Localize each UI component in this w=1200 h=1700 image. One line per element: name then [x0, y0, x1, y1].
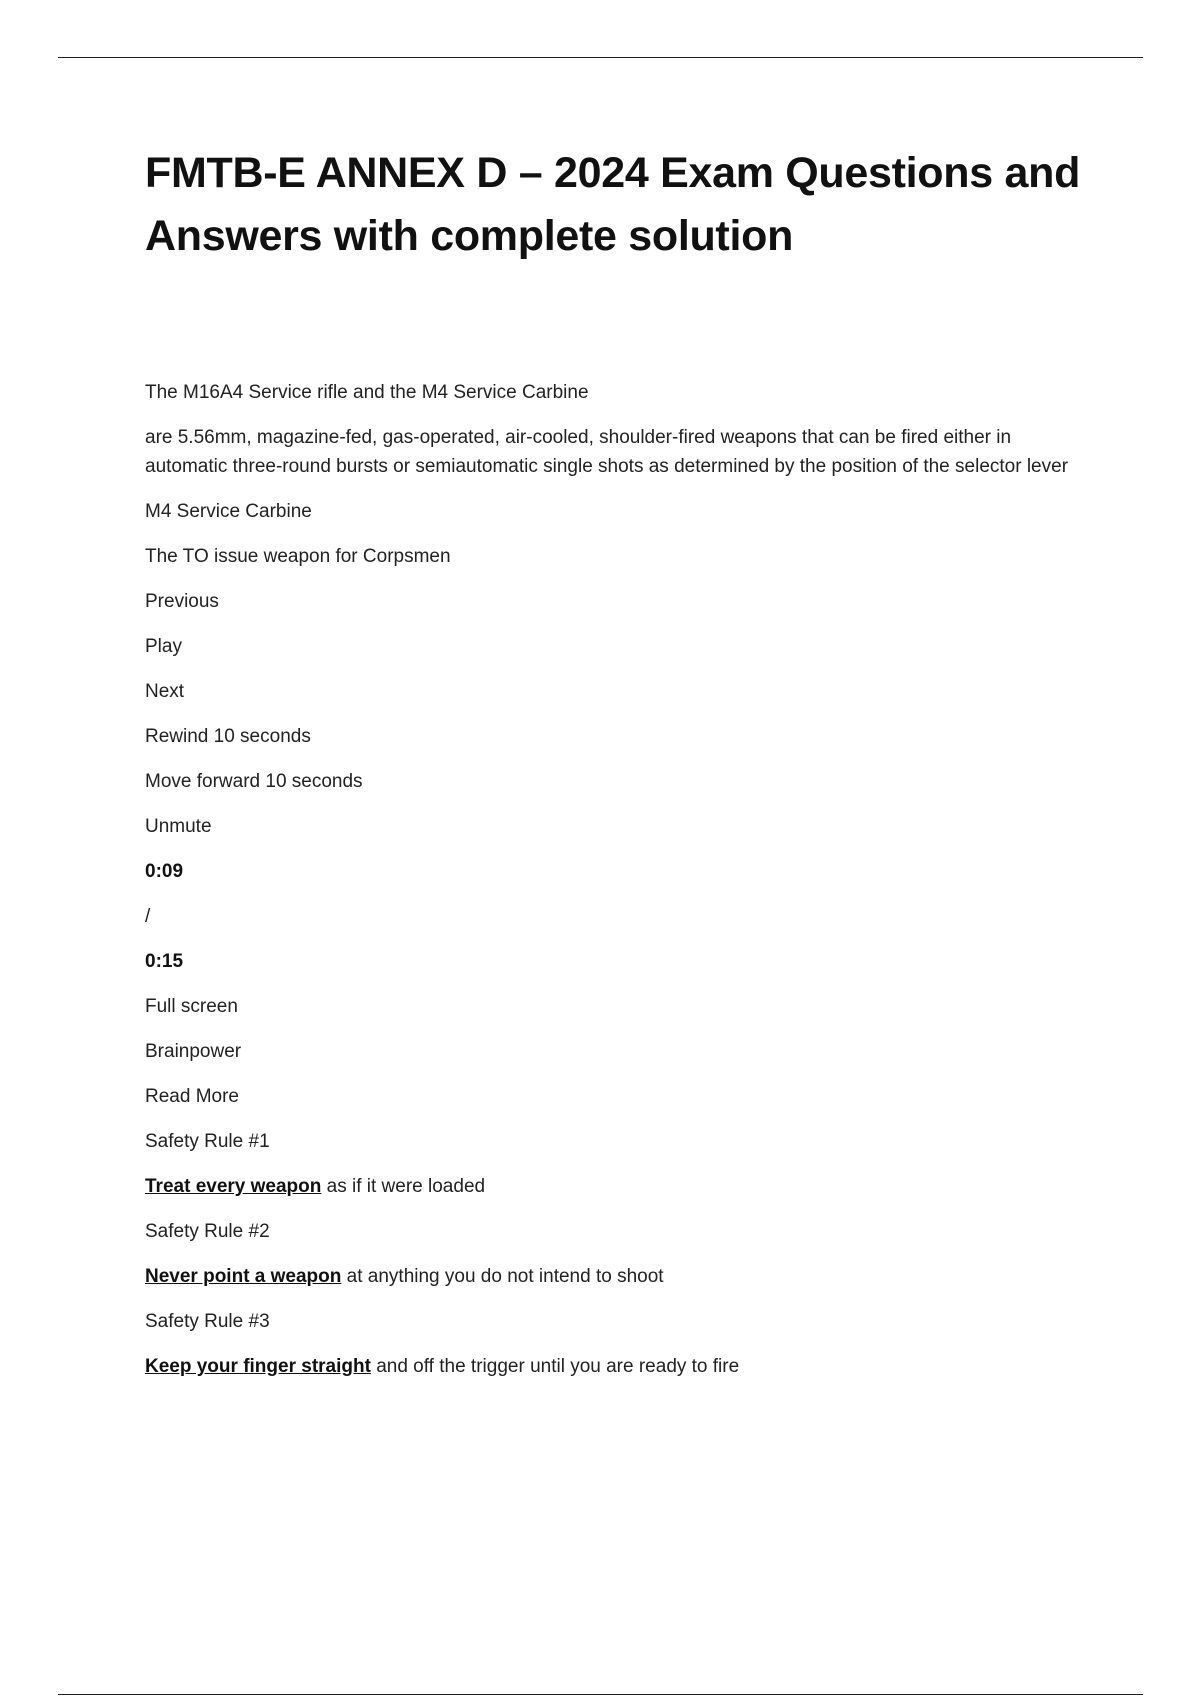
- player-rewind-label: Rewind 10 seconds: [145, 726, 311, 747]
- safety-rule-heading: Safety Rule #2: [145, 1221, 270, 1242]
- question-text: The M16A4 Service rifle and the M4 Service Carbine: [145, 382, 589, 403]
- safety-rule-text: [145, 1352, 1085, 1381]
- player-fullscreen-label: Full screen: [145, 996, 238, 1017]
- document-title: FMTB-E ANNEX D – 2024 Exam Questions and Answers with complete solution: [145, 149, 1081, 260]
- safety-rule-heading: Safety Rule #1: [145, 1131, 270, 1152]
- player-unmute-label: Unmute: [145, 816, 212, 837]
- player-time-separator: /: [145, 906, 151, 927]
- safety-rule-emphasis: Keep your finger straight: [145, 1356, 371, 1377]
- document-body: [145, 378, 1085, 1381]
- safety-rule-rest: at anything you do not intend to shoot: [341, 1266, 664, 1287]
- answer-text: are 5.56mm, magazine-fed, gas-operated, air-cooled, shoulder-fired weapons that can be fired either in automatic three-round bursts or semiautomatic single shots as determined by the position of the selector lever: [145, 427, 1069, 477]
- player-next-label: Next: [145, 681, 185, 702]
- player-duration: 0:15: [145, 951, 184, 972]
- player-forward-label: Move forward 10 seconds: [145, 771, 363, 792]
- safety-rule-text: [145, 1172, 1085, 1201]
- read-more-label: Read More: [145, 1086, 239, 1107]
- footer-rule: [58, 1694, 1143, 1695]
- safety-rule-heading: Safety Rule #3: [145, 1311, 270, 1332]
- answer-text: M4 Service Carbine: [145, 501, 312, 522]
- player-previous-label: Previous: [145, 591, 219, 612]
- question-text: The TO issue weapon for Corpsmen: [145, 546, 451, 567]
- safety-rule-rest: and off the trigger until you are ready to fire: [370, 1356, 740, 1377]
- safety-rule-emphasis: Never point a weapon: [145, 1266, 342, 1287]
- player-play-label: Play: [145, 636, 182, 657]
- safety-rule-rest: as if it were loaded: [321, 1176, 486, 1197]
- safety-rule-emphasis: Treat every weapon: [145, 1176, 322, 1197]
- player-current-time: 0:09: [145, 861, 184, 882]
- safety-rule-text: [145, 1262, 1085, 1291]
- header-rule: [58, 57, 1143, 58]
- brand-label: Brainpower: [145, 1041, 242, 1062]
